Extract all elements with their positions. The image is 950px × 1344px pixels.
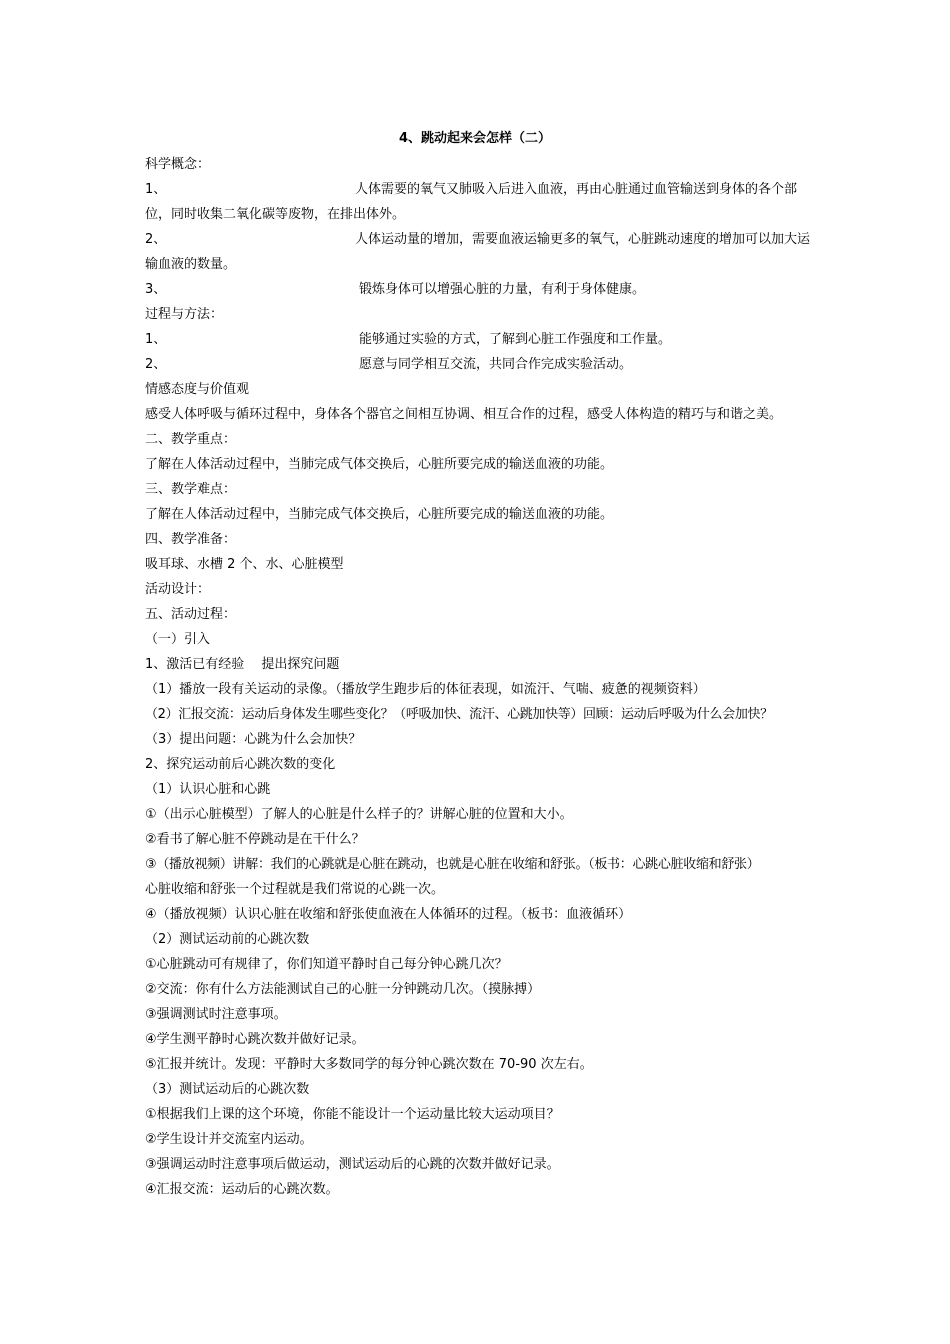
paragraph: ③强调测试时注意事项。 xyxy=(145,1007,287,1022)
paragraph: ④（播放视频）认识心脏在收缩和舒张使血液在人体循环的过程。（板书：血液循环） xyxy=(145,907,632,922)
paragraph: 了解在人体活动过程中，当肺完成气体交换后，心脏所要完成的输送血液的功能。 xyxy=(145,457,614,472)
section-heading: 四、教学准备： xyxy=(145,532,237,547)
document-title: 4、跳动起来会怎样（二） xyxy=(398,131,552,146)
paragraph: （1）认识心脏和心跳 xyxy=(145,782,271,797)
paragraph: 吸耳球、水槽 2 个、水、心脏模型 xyxy=(145,557,344,572)
list-item xyxy=(145,352,810,377)
paragraph: （3）测试运动后的心跳次数 xyxy=(145,1082,310,1097)
item-number: 1、 xyxy=(145,332,167,347)
paragraph: ①根据我们上课的这个环境，你能不能设计一个运动量比较大运动项目？ xyxy=(145,1107,560,1122)
section-heading-attitude: 情感态度与价值观 xyxy=(145,382,250,397)
section-heading-concept: 科学概念： xyxy=(145,157,211,172)
item-text: 人体需要的氧气又肺吸入后进入血液，再由心脏通过血管输送到身体的各个部位，同时收集二氧化碳等废物，在排出体外。 xyxy=(145,182,798,222)
paragraph: 了解在人体活动过程中，当肺完成气体交换后，心脏所要完成的输送血液的功能。 xyxy=(145,507,614,522)
section-heading: 二、教学重点： xyxy=(145,432,237,447)
document-body xyxy=(145,152,810,1202)
paragraph: （1）播放一段有关运动的录像。（播放学生跑步后的体征表现，如流汗、气喘、疲惫的视频资料） xyxy=(145,682,706,697)
item-text: 人体运动量的增加，需要血液运输更多的氧气，心脏跳动速度的增加可以加大运输血液的数量。 xyxy=(145,232,811,272)
item-number: 2、 xyxy=(145,232,167,247)
step-heading: 1、激活已有经验 提出探究问题 xyxy=(145,657,340,672)
list-item xyxy=(145,327,810,352)
paragraph: 心脏收缩和舒张一个过程就是我们常说的心跳一次。 xyxy=(145,882,445,897)
item-number: 1、 xyxy=(145,182,167,197)
section-heading: 活动设计： xyxy=(145,582,211,597)
paragraph: ①（出示心脏模型）了解人的心脏是什么样子的？讲解心脏的位置和大小。 xyxy=(145,807,573,822)
paragraph: ③强调运动时注意事项后做运动，测试运动后的心跳的次数并做好记录。 xyxy=(145,1157,560,1172)
item-number: 2、 xyxy=(145,357,167,372)
step-heading: 2、探究运动前后心跳次数的变化 xyxy=(145,757,336,772)
paragraph: ①心脏跳动可有规律了，你们知道平静时自己每分钟心跳几次？ xyxy=(145,957,508,972)
paragraph: ④汇报交流：运动后的心跳次数。 xyxy=(145,1182,339,1197)
paragraph: 感受人体呼吸与循环过程中，身体各个器官之间相互协调、相互合作的过程，感受人体构造的精巧与和谐之美。 xyxy=(145,407,783,422)
paragraph: （2）汇报交流：运动后身体发生哪些变化？（呼吸加快、流汗、心跳加快等）回顾：运动后呼吸为什么会加快？ xyxy=(145,707,773,722)
item-text: 锻炼身体可以增强心脏的力量，有利于身体健康。 xyxy=(359,282,646,297)
subsection-heading: （一）引入 xyxy=(145,632,211,647)
paragraph: ③（播放视频）讲解：我们的心跳就是心脏在跳动，也就是心脏在收缩和舒张。（板书：心跳心脏收缩和舒张） xyxy=(145,857,760,872)
list-item xyxy=(145,277,810,302)
paragraph: ②交流：你有什么方法能测试自己的心脏一分钟跳动几次。（摸脉搏） xyxy=(145,982,541,997)
paragraph: ④学生测平静时心跳次数并做好记录。 xyxy=(145,1032,365,1047)
section-heading: 五、活动过程： xyxy=(145,607,237,622)
paragraph: ②学生设计并交流室内运动。 xyxy=(145,1132,313,1147)
item-number: 3、 xyxy=(145,282,167,297)
paragraph: ②看书了解心脏不停跳动是在干什么？ xyxy=(145,832,365,847)
item-text: 能够通过实验的方式，了解到心脏工作强度和工作量。 xyxy=(359,332,672,347)
section-heading-process: 过程与方法： xyxy=(145,307,224,322)
list-item xyxy=(145,177,810,227)
paragraph: （2）测试运动前的心跳次数 xyxy=(145,932,310,947)
item-text: 愿意与同学相互交流，共同合作完成实验活动。 xyxy=(359,357,633,372)
paragraph: （3）提出问题：心跳为什么会加快？ xyxy=(145,732,362,747)
section-heading: 三、教学难点： xyxy=(145,482,237,497)
paragraph: ⑤汇报并统计。发现：平静时大多数同学的每分钟心跳次数在 70-90 次左右。 xyxy=(145,1057,593,1072)
list-item xyxy=(145,227,810,277)
